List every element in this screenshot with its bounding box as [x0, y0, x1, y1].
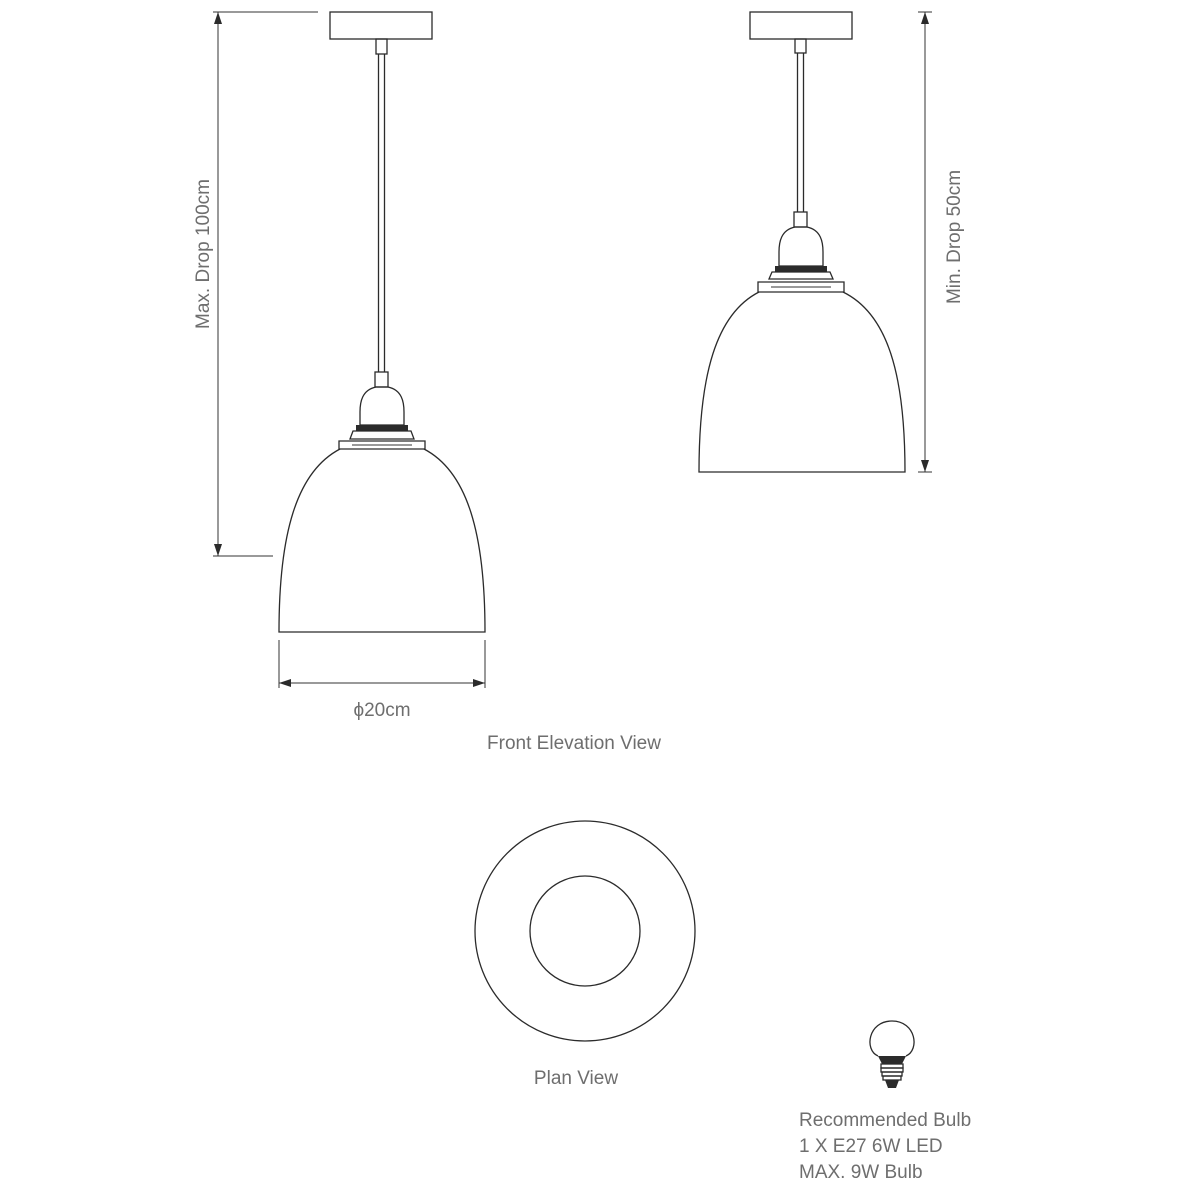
max-drop-dimension	[193, 12, 318, 556]
glass-shade	[699, 292, 905, 472]
rose-cord-grip	[795, 39, 806, 53]
bulb-spec-line: 1 X E27 6W LED	[799, 1136, 943, 1157]
recommended-bulb-info	[799, 1110, 971, 1183]
min-drop-dimension	[918, 12, 965, 472]
lamp-holder	[779, 227, 823, 266]
diameter-label: ϕ20cm	[353, 700, 411, 721]
glass-shade	[279, 449, 485, 632]
front-elevation-caption: Front Elevation View	[487, 733, 661, 754]
cord-grip	[794, 212, 807, 227]
max-drop-label: Max. Drop 100cm	[193, 179, 214, 329]
plan-view-caption: Plan View	[533, 1068, 619, 1089]
lamp-holder-ring	[356, 425, 408, 431]
bulb-title: Recommended Bulb	[799, 1110, 972, 1131]
pendant-min-drop	[699, 12, 905, 472]
ceiling-rose	[330, 12, 432, 39]
shade-outer-rim	[475, 821, 695, 1041]
pendant-max-drop	[279, 12, 485, 632]
cord-grip	[375, 372, 388, 387]
lamp-holder-ring	[775, 266, 827, 272]
lamp-holder	[360, 387, 404, 425]
min-drop-label: Min. Drop 50cm	[944, 169, 965, 305]
rose-cord-grip	[376, 39, 387, 54]
bulb-max-line: MAX. 9W Bulb	[799, 1162, 923, 1183]
diameter-dimension	[279, 640, 485, 721]
plan-view	[475, 821, 695, 1041]
shade-inner-collar	[530, 876, 640, 986]
ceiling-rose	[750, 12, 852, 39]
led-bulb-icon	[870, 1021, 914, 1088]
